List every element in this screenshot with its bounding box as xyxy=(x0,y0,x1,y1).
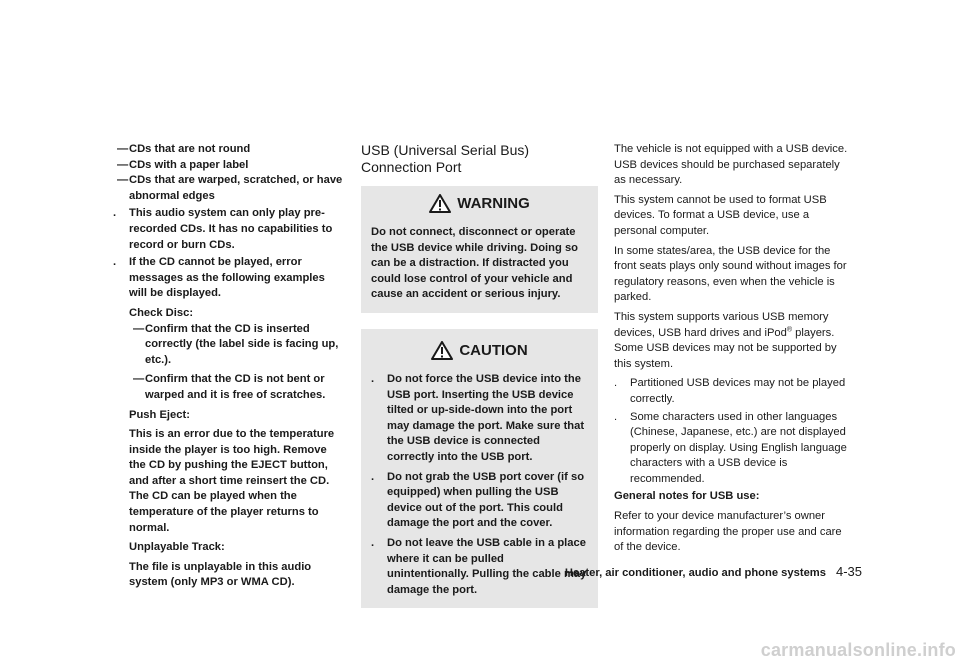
warning-text: Do not connect, disconnect or operate the USB device while driving. Doing so can be a distraction. If distracted you could lose control of your vehicle and cause an accident or serious injury. xyxy=(371,226,579,301)
list-item-text: Confirm that the CD is inserted correctly (the label side is facing up, etc.). xyxy=(145,322,339,366)
warning-triangle-icon xyxy=(429,194,451,213)
paragraph-text: This system supports various USB memory devices, USB hard drives and iPod xyxy=(614,310,829,339)
paragraph: This system cannot be used to format USB devices. To format a USB device, use a personal computer. xyxy=(614,193,827,237)
bullet-marker: . xyxy=(614,410,618,423)
list-item-text: CDs with a paper label xyxy=(129,158,249,171)
dash-marker: — xyxy=(133,322,145,335)
list-item-text: Some characters used in other languages (Chinese, Japanese, etc.) are not displayed properly on display. Using English language characters with a USB device is recommended. xyxy=(630,410,847,485)
paragraph: The vehicle is not equipped with a USB device. USB devices should be purchased separately as necessary. xyxy=(614,143,848,187)
middle-column xyxy=(361,142,598,608)
list-item xyxy=(113,173,345,204)
bullet-marker: . xyxy=(113,207,117,220)
list-item-text: If the CD cannot be played, error messages as the following examples will be displayed. xyxy=(129,256,325,300)
warning-box xyxy=(361,186,598,313)
left-column xyxy=(113,142,345,591)
caution-item-text: Do not force the USB device into the USB port. Inserting the USB device tilted or up-side-down into the port may damage the port. Make sure that the USB device is connected correctly into the USB port. xyxy=(387,372,585,463)
list-item xyxy=(113,142,345,158)
list-item-text: This audio system can only play pre-recorded CDs. It has no capabilities to record or burn CDs. xyxy=(129,207,333,251)
warning-triangle-icon xyxy=(431,341,453,360)
page-footer xyxy=(548,564,862,579)
list-item xyxy=(113,206,345,253)
push-eject-text: This is an error due to the temperature inside the player is too high. Remove the CD by pushing the EJECT button, and after a short time reinsert the CD. The CD can be played when the temperature of the player returns to normal. xyxy=(129,428,335,534)
dash-marker: — xyxy=(117,158,129,171)
page-number: 4-35 xyxy=(835,564,862,579)
list-item xyxy=(113,322,345,369)
registered-mark: ® xyxy=(786,325,793,333)
paragraph: In some states/area, the USB device for the front seats plays only sound without images for regulatory reasons, even when the vehicle is parked. xyxy=(614,244,847,304)
list-item-text: Partitioned USB devices may not be played correctly. xyxy=(630,377,846,405)
list-item-text: Confirm that the CD is not bent or warped and it is free of scratches. xyxy=(145,373,326,401)
dash-marker: — xyxy=(117,143,129,155)
list-item xyxy=(614,376,854,407)
push-eject-label: Push Eject: xyxy=(129,408,190,421)
list-item xyxy=(113,255,345,302)
caution-item-text: Do not grab the USB port cover (if so equipped) when pulling the USB device out of the port. This could damage the port and the cover. xyxy=(387,470,585,530)
warning-title-row xyxy=(371,194,588,213)
dash-marker: — xyxy=(133,373,145,386)
bullet-marker: . xyxy=(371,372,375,385)
check-disc-label: Check Disc: xyxy=(129,306,194,319)
bullet-marker: . xyxy=(113,256,117,269)
bullet-marker: . xyxy=(614,377,618,390)
caution-title: CAUTION xyxy=(459,341,528,359)
unplayable-label: Unplayable Track: xyxy=(129,541,225,554)
bullet-marker: . xyxy=(371,536,375,549)
section-name: Heater, air conditioner, audio and phone systems xyxy=(564,567,826,579)
bullet-marker: . xyxy=(371,470,375,483)
unplayable-text: The file is unplayable in this audio system (only MP3 or WMA CD). xyxy=(129,560,312,589)
caution-item xyxy=(371,470,588,532)
list-item-text: CDs that are warped, scratched, or have abnormal edges xyxy=(129,174,343,202)
list-item xyxy=(113,372,345,403)
caution-item xyxy=(371,372,588,466)
watermark: carmanualsonline.info xyxy=(760,640,956,660)
section-heading: USB (Universal Serial Bus) Connection Port xyxy=(361,142,530,175)
list-item xyxy=(113,158,345,174)
list-item xyxy=(614,410,854,488)
list-item-text: CDs that are not round xyxy=(129,143,251,155)
paragraph xyxy=(614,310,854,372)
paragraph-text: players. Some USB devices may not be supported by this system. xyxy=(614,326,837,370)
warning-title: WARNING xyxy=(457,194,530,212)
caution-item-text: Do not leave the USB cable in a place where it can be pulled unintentionally. Pulling the cable may damage the port. xyxy=(387,536,587,596)
right-column xyxy=(614,142,854,560)
paragraph: Refer to your device manufacturer’s owner information regarding the proper use and care of the device. xyxy=(614,510,842,554)
caution-title-row xyxy=(371,341,588,360)
general-notes-label: General notes for USB use: xyxy=(614,490,760,503)
dash-marker: — xyxy=(117,174,129,187)
